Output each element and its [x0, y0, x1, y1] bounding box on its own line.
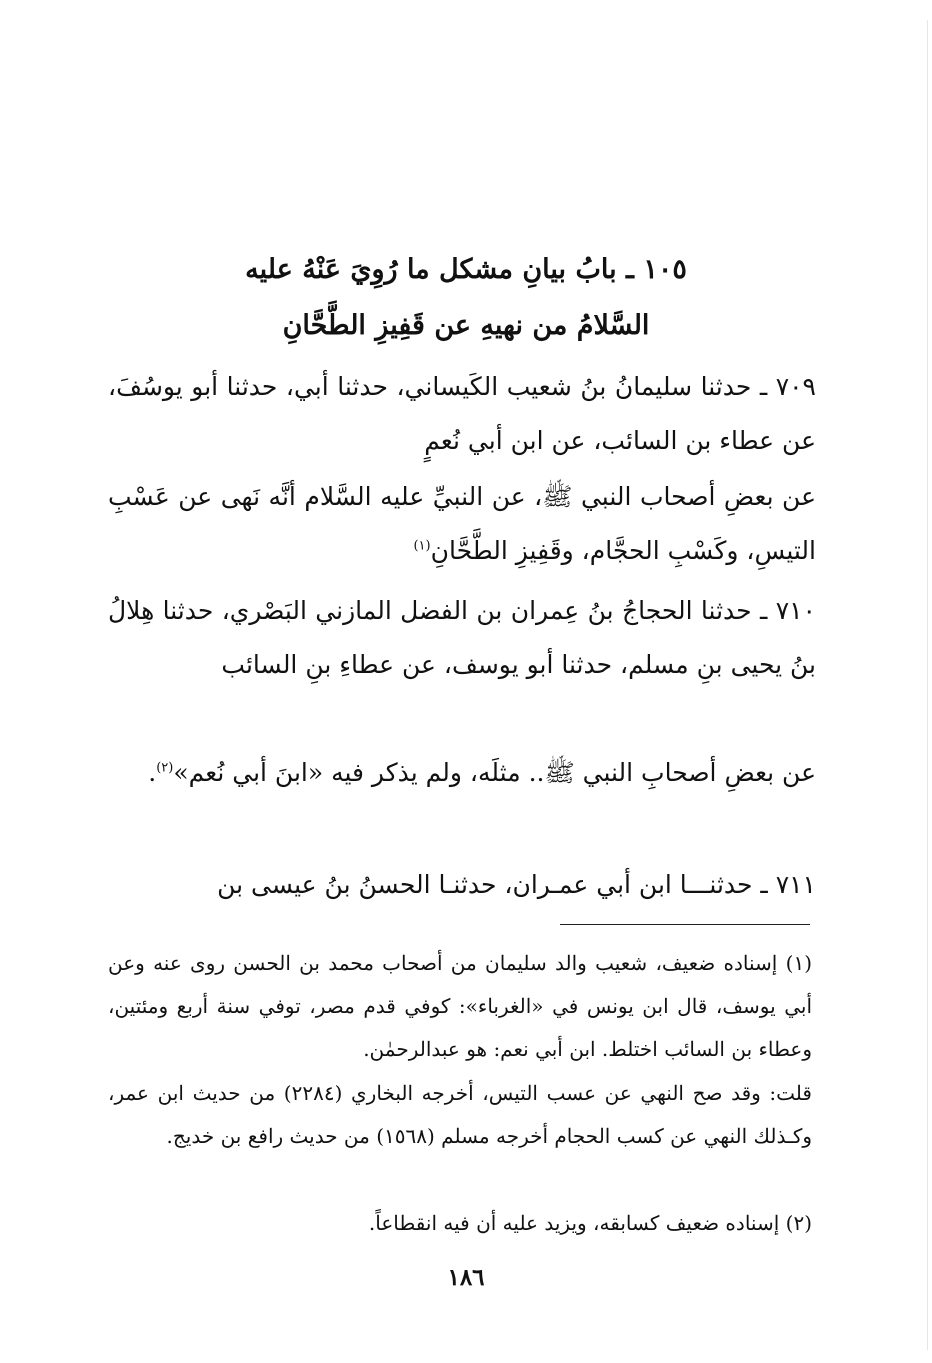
hadith-710-matn-text: عن بعضِ أصحابِ النبي ﷺ.. مثلَه، ولم يذكر فيه «ابنَ أبي نُعم» [173, 758, 816, 787]
chapter-title-line-1: ١٠٥ ـ بابُ بيانِ مشكل ما رُوِيَ عَنْهُ عليه [245, 254, 687, 285]
hadith-709-matn-text: عن بعضِ أصحاب النبي ﷺ، عن النبيِّ عليه السَّلام أنَّه نَهى عن عَسْبِ التيسِ، وكَسْبِ الحجَّام، وقَفِيزِ الطَّحَّانِ [108, 482, 816, 565]
footnote-editor-note: قلت: وقد صح النهي عن عسب التيس، أخرجه البخاري (٢٢٨٤) من حديث ابن عمر، وكـذلك النهي عن كسب الحجام أخرجه مسلم (١٥٦٨) من حديث رافع بن خديج. [108, 1081, 812, 1148]
footnote-1: (١) إسناده ضعيف، شعيب والد سليمان من أصحاب محمد بن الحسن روى عنه وعن أبي يوسف، قال ابن يونس في «الغرباء»: كوفي قدم مصر، توفي سنة أربع ومئتين، وعطاء بن السائب اختلط. ابن أبي نعم: هو عبدالرحمٰن. [108, 951, 812, 1061]
hadith-709-isnad: ٧٠٩ ـ حدثنا سليمانُ بنُ شعيب الكَيساني، حدثنا أبي، حدثنا أبو يوسُفَ، عن عطاء بن السائب، عن ابن أبي نُعمٍ [108, 372, 816, 455]
hadith-711-isnad: ٧١١ ـ حدثنـــا ابن أبي عمـران، حدثنـا الحسنُ بنُ عيسى بن [217, 870, 816, 899]
footnote-2: (٢) إسناده ضعيف كسابقه، ويزيد عليه أن فيه انقطاعاً. [368, 1211, 812, 1235]
footnote-ref-1[interactable]: (١) [413, 538, 431, 554]
hadith-710-period: . [148, 758, 157, 787]
page-number: ١٨٦ [447, 1264, 485, 1291]
footnote-separator [560, 924, 810, 925]
chapter-title-line-2: السَّلامُ من نهيهِ عن قَفِيزِ الطَّحَّانِ [282, 310, 650, 341]
hadith-710-isnad: ٧١٠ ـ حدثنا الحجاجُ بنُ عِمران بن الفضل المازني البَصْري، حدثنا هِلالُ بنُ يحيى بنِ مسلم، حدثنا أبو يوسف، عن عطاءِ بنِ السائب [108, 596, 816, 679]
page-edge-line [927, 20, 928, 1350]
hadith-710-matn [108, 746, 816, 800]
hadith-709-matn [108, 470, 816, 578]
footnote-ref-2[interactable]: (٢) [156, 760, 174, 776]
